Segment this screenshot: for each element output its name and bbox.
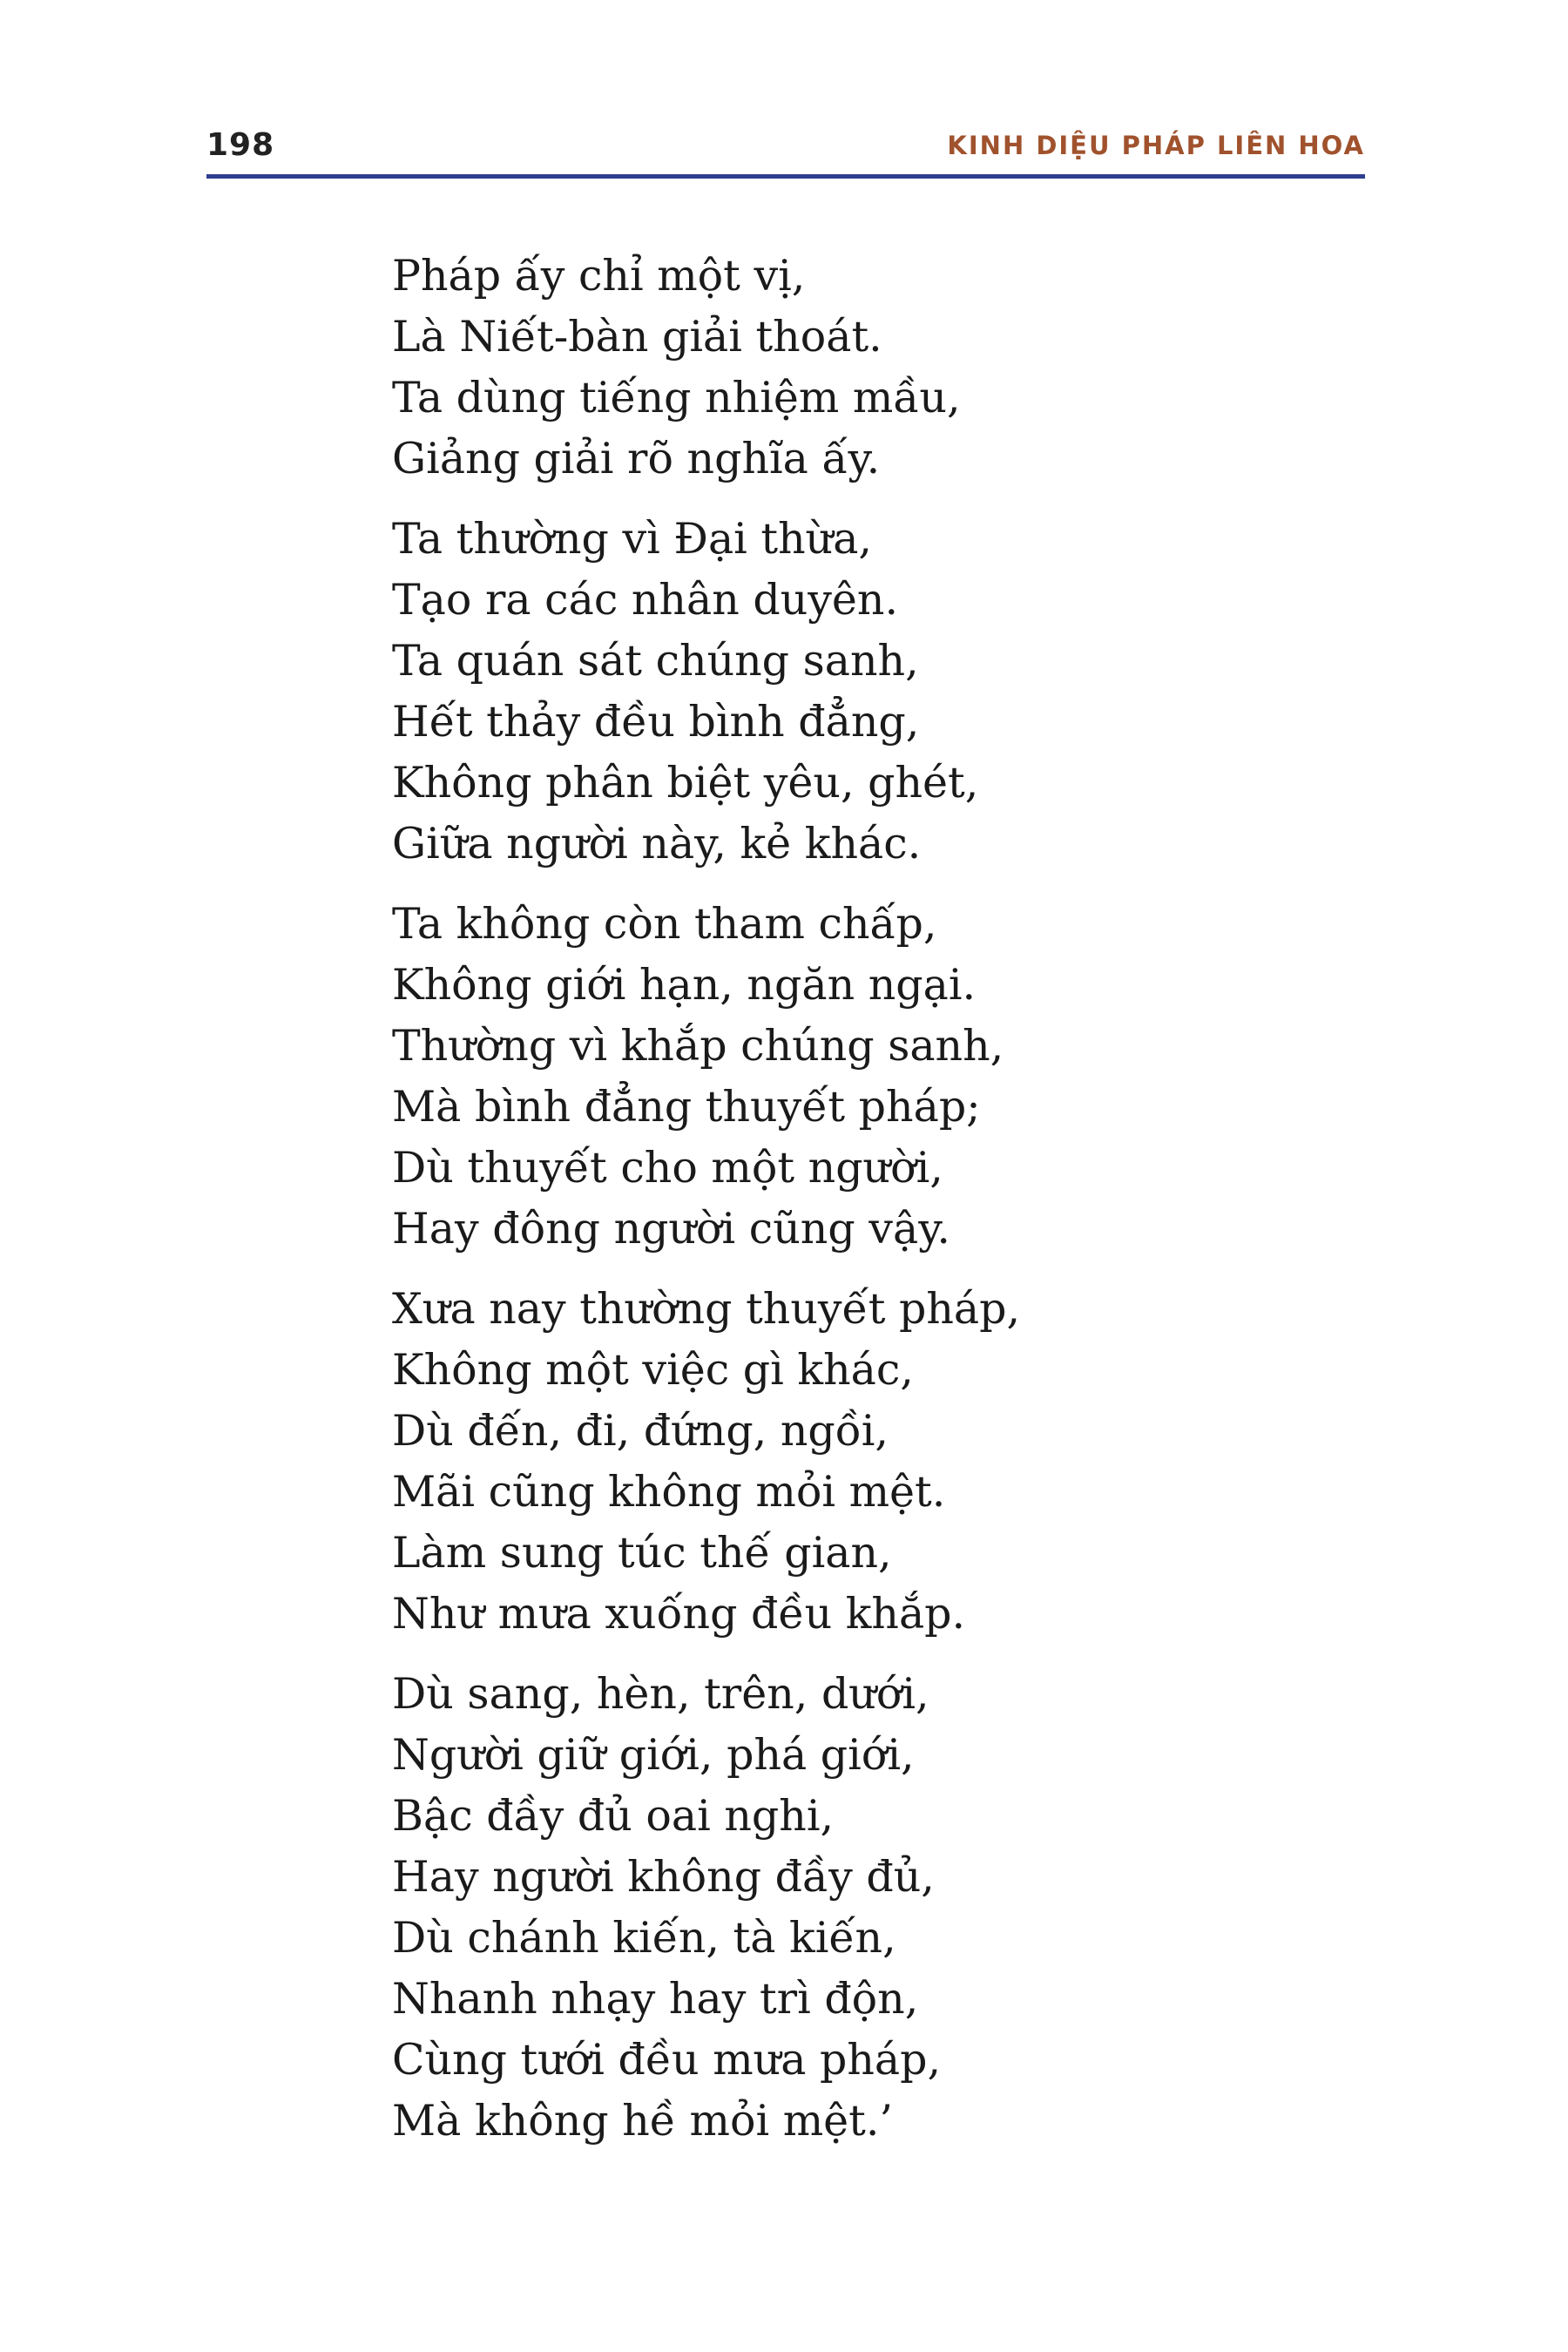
verse-line: Không một việc gì khác, xyxy=(392,1345,914,1395)
verse-line: Hết thảy đều bình đẳng, xyxy=(392,697,920,747)
verse-line: Dù đến, đi, đứng, ngồi, xyxy=(392,1406,889,1456)
header-divider xyxy=(206,174,1365,179)
verse-line: Mà bình đẳng thuyết pháp; xyxy=(392,1082,981,1132)
verse-line: Ta thường vì Đại thừa, xyxy=(392,514,873,564)
verse-line: Không phân biệt yêu, ghét, xyxy=(392,758,979,808)
verse-line: Mãi cũng không mỏi mệt. xyxy=(392,1467,946,1517)
stanza xyxy=(392,1279,1263,1645)
verse-line: Hay đông người cũng vậy. xyxy=(392,1204,950,1254)
verse-line: Giữa người này, kẻ khác. xyxy=(392,819,922,868)
page-header xyxy=(206,122,1365,169)
verse-line: Là Niết-bàn giải thoát. xyxy=(392,312,882,362)
stanza xyxy=(392,246,1263,490)
verse-line: Tạo ra các nhân duyên. xyxy=(392,575,899,625)
verse-line: Mà không hề mỏi mệt.’ xyxy=(392,2096,894,2146)
verse-line: Như mưa xuống đều khắp. xyxy=(392,1589,966,1639)
running-title: KINH DIỆU PHÁP LIÊN HOA xyxy=(947,131,1365,160)
verse-line: Dù sang, hèn, trên, dưới, xyxy=(392,1669,929,1719)
verse-line: Hay người không đầy đủ, xyxy=(392,1852,935,1902)
verse-line: Thường vì khắp chúng sanh, xyxy=(392,1021,1004,1071)
verse-line: Người giữ giới, phá giới, xyxy=(392,1730,915,1780)
verse-line: Ta dùng tiếng nhiệm mầu, xyxy=(392,373,961,422)
verse-line: Ta không còn tham chấp, xyxy=(392,899,937,949)
verse-line: Cùng tưới đều mưa pháp, xyxy=(392,2035,942,2085)
verse-line: Không giới hạn, ngăn ngại. xyxy=(392,960,977,1010)
verse-line: Nhanh nhạy hay trì độn, xyxy=(392,1974,919,2024)
stanza xyxy=(392,509,1263,875)
page-number: 198 xyxy=(206,127,275,163)
verse-line: Dù thuyết cho một người, xyxy=(392,1143,943,1193)
poem-body xyxy=(392,246,1263,2171)
stanza xyxy=(392,1664,1263,2152)
stanza xyxy=(392,894,1263,1260)
verse-line: Làm sung túc thế gian, xyxy=(392,1528,892,1578)
verse-line: Ta quán sát chúng sanh, xyxy=(392,636,919,686)
verse-line: Xưa nay thường thuyết pháp, xyxy=(392,1284,1021,1334)
verse-line: Dù chánh kiến, tà kiến, xyxy=(392,1913,896,1963)
verse-line: Pháp ấy chỉ một vị, xyxy=(392,251,806,301)
verse-line: Bậc đầy đủ oai nghi, xyxy=(392,1791,835,1841)
verse-line: Giảng giải rõ nghĩa ấy. xyxy=(392,434,881,483)
